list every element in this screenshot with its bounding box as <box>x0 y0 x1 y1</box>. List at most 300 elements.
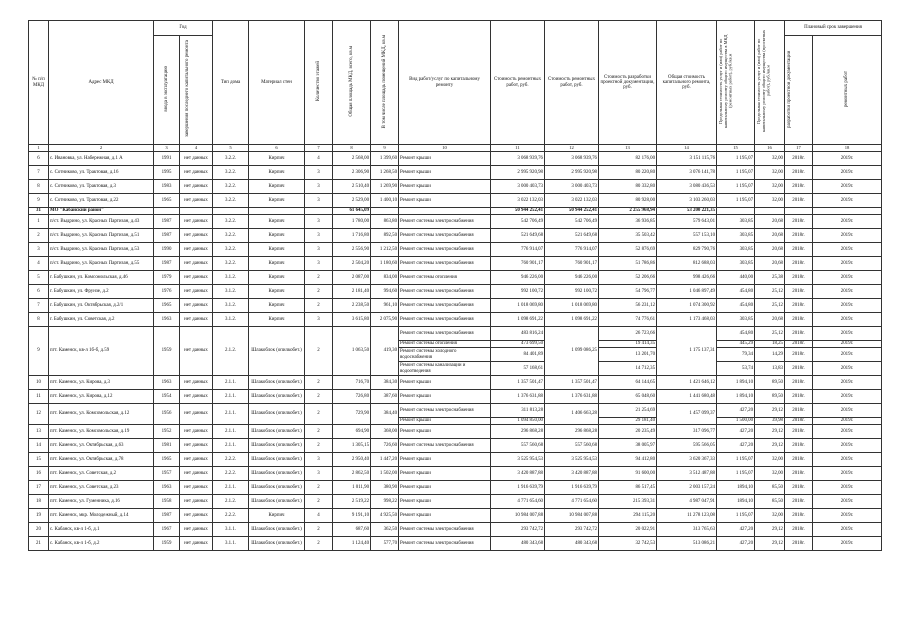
table-cell: 2 <box>305 439 333 453</box>
table-cell: 32,00 <box>755 166 785 180</box>
table-cell: 91 600,00 <box>599 467 657 481</box>
table-cell: 368,00 <box>371 425 399 439</box>
table-cell: 3.1.2. <box>213 313 249 327</box>
document-sheet <box>28 20 882 551</box>
table-cell <box>249 208 305 215</box>
table-cell <box>399 208 491 215</box>
table-cell: нет данных <box>180 523 213 537</box>
table-cell: 32,00 <box>755 467 785 481</box>
table-cell: 992 100,72 <box>491 285 545 299</box>
table-cell: 29,12 <box>755 537 785 551</box>
table-cell: 2018г. <box>785 180 813 194</box>
table-cell: 32,00 <box>755 180 785 194</box>
table-cell: 521 649,68 <box>545 229 599 243</box>
table-cell: Кирпич <box>249 215 305 229</box>
table-cell: 4 <box>305 152 333 166</box>
table-cell: 1 195,07 <box>717 509 755 523</box>
table-cell: Шлакоблок (опилкобет.) <box>249 453 305 467</box>
table-cell: 557 153,10 <box>657 229 717 243</box>
table-cell: Ремонт крыши <box>399 425 491 439</box>
table-cell: 9 191,10 <box>333 509 371 523</box>
table-cell: 3.2.2. <box>213 180 249 194</box>
table-cell: 542 706,49 <box>491 215 545 229</box>
table-cell: нет данных <box>180 495 213 509</box>
table-cell: нет данных <box>180 166 213 180</box>
table-cell: 454,80 <box>717 299 755 313</box>
table-cell: 1 011,90 <box>333 481 371 495</box>
table-cell: 726,60 <box>371 439 399 453</box>
table-cell: 3 <box>305 313 333 327</box>
header-repair-cost-2: Стоимость ремонтных работ, руб. <box>545 21 599 145</box>
table-cell: п/ст. Выдрино, ул. Красных Партизан, д.51 <box>49 229 154 243</box>
table-cell: 11 <box>491 145 545 152</box>
table-cell: 1 098 691,22 <box>545 313 599 327</box>
table-cell: 445,29 <box>717 341 755 348</box>
table-cell: 2019г. <box>813 523 882 537</box>
table-cell: 8 <box>29 180 49 194</box>
table-cell: 20 <box>29 523 49 537</box>
table-cell: 2019г. <box>813 425 882 439</box>
table-cell: 2019г. <box>813 404 882 418</box>
table-cell: 3 <box>305 166 333 180</box>
table-cell: 303,85 <box>717 257 755 271</box>
table-cell: нет данных <box>180 285 213 299</box>
table-cell: 1 716,80 <box>333 229 371 243</box>
table-cell: 36 936,85 <box>599 215 657 229</box>
table-cell: 3 512 487,88 <box>657 467 717 481</box>
table-cell: нет данных <box>180 453 213 467</box>
table-cell: 296 868,28 <box>545 425 599 439</box>
table-cell: 2019г. <box>813 215 882 229</box>
table-row <box>29 208 882 215</box>
table-cell: 7 <box>29 166 49 180</box>
table-cell: 1979 <box>154 271 180 285</box>
header-plan-design: разработки проектной документации <box>785 36 813 145</box>
table-cell: 4 <box>305 509 333 523</box>
table-cell: 2018г. <box>785 376 813 390</box>
table-cell: п/ст. Выдрино, ул. Красных Партизан, д.53 <box>49 243 154 257</box>
header-work-type: Вид работ/услуг по капитальному ремонту <box>399 21 491 145</box>
table-cell <box>717 208 755 215</box>
table-cell: 80 332,80 <box>599 180 657 194</box>
table-cell: 1 421 646,12 <box>657 376 717 390</box>
table-cell: Ремонт крыши <box>399 180 491 194</box>
table-cell: нет данных <box>180 215 213 229</box>
table-cell: 2 <box>305 376 333 390</box>
table-cell: 992 100,72 <box>545 285 599 299</box>
table-cell: 2018г. <box>785 425 813 439</box>
table-cell: 2018г. <box>785 509 813 523</box>
table-cell: 21 <box>29 537 49 551</box>
table-cell: 50 944 252,41 <box>545 208 599 215</box>
table-cell: 1967 <box>154 523 180 537</box>
table-cell: 1 502,00 <box>371 467 399 481</box>
table-cell: 1 305,15 <box>333 439 371 453</box>
table-cell: 18,25 <box>755 341 785 348</box>
table-cell: 65 048,60 <box>599 390 657 404</box>
table-row <box>29 537 882 551</box>
table-cell: 946 226,00 <box>545 271 599 285</box>
header-wall-material: Материал стен <box>249 21 305 145</box>
table-cell: Ремонт крыши <box>399 467 491 481</box>
table-cell: 1 457 099,37 <box>657 404 717 425</box>
table-cell: 2 950,40 <box>333 453 371 467</box>
table-cell: 3 <box>305 180 333 194</box>
table-cell: 13,83 <box>755 362 785 376</box>
table-cell: 313 765,63 <box>657 523 717 537</box>
table-row <box>29 453 882 467</box>
table-cell: Шлакоблок (опилкобет.) <box>249 425 305 439</box>
table-cell: 694,90 <box>333 425 371 439</box>
table-cell: пгт. Каменск, ул. Октябрьская, д.63 <box>49 439 154 453</box>
table-cell: Ремонт системы электроснабжения <box>399 327 491 341</box>
table-cell: 2018г. <box>785 404 813 418</box>
table-cell: 1959 <box>154 537 180 551</box>
table-cell: Ремонт системы электроснабжения <box>399 215 491 229</box>
table-cell: 1 376 631,88 <box>491 390 545 404</box>
table-cell: 961,10 <box>371 299 399 313</box>
table-cell: 2 995 920,98 <box>491 166 545 180</box>
table-cell: 1 916 639,79 <box>491 481 545 495</box>
table-cell: нет данных <box>180 467 213 481</box>
table-cell: 86 517,45 <box>599 481 657 495</box>
table-cell: нет данных <box>180 180 213 194</box>
table-cell: 64 144,65 <box>599 376 657 390</box>
table-cell: Ремонт системы электроснабжения <box>399 313 491 327</box>
table-cell: 85,50 <box>755 481 785 495</box>
table-cell: 2.1.1. <box>213 439 249 453</box>
table-row <box>29 229 882 243</box>
table-cell: Кирпич <box>249 229 305 243</box>
table-cell: 2 995 920,98 <box>545 166 599 180</box>
table-cell: нет данных <box>180 509 213 523</box>
table-row <box>29 257 882 271</box>
table-cell: г. Бабушкин, ул. Советская, д.2 <box>49 313 154 327</box>
table-cell: Ремонт крыши <box>399 495 491 509</box>
table-cell: 294 115,20 <box>599 509 657 523</box>
table-cell: 3.1.2. <box>213 271 249 285</box>
table-row <box>29 215 882 229</box>
table-cell: 14,29 <box>755 348 785 362</box>
table-cell: 1 046 897,49 <box>657 285 717 299</box>
table-cell: 12 <box>545 145 599 152</box>
table-cell: 10 984 007,88 <box>545 509 599 523</box>
table-cell: 3.2.2. <box>213 166 249 180</box>
table-cell: Шлакоблок (опилкобет.) <box>249 376 305 390</box>
table-cell: 1 <box>29 145 49 152</box>
table-cell: 39,98 <box>755 418 785 425</box>
table-cell: нет данных <box>180 243 213 257</box>
table-cell: 3.2.2. <box>213 243 249 257</box>
table-cell: 2 <box>305 481 333 495</box>
table-cell: Кирпич <box>249 243 305 257</box>
table-cell: 1 195,07 <box>717 166 755 180</box>
table-cell: 2018г. <box>785 243 813 257</box>
table-cell: 3 <box>305 229 333 243</box>
table-cell: 20,68 <box>755 257 785 271</box>
table-cell: 3 <box>305 215 333 229</box>
table-cell: 79,34 <box>717 348 755 362</box>
table-cell: 3 420 887,88 <box>545 467 599 481</box>
table-header <box>29 21 882 145</box>
table-cell: 20 235,49 <box>599 425 657 439</box>
table-cell: 38 005,97 <box>599 439 657 453</box>
table-cell: 2018г. <box>785 166 813 180</box>
table-cell: 2 <box>305 495 333 509</box>
table-cell: 296 868,28 <box>491 425 545 439</box>
table-cell: Шлакоблок (опилкобет.) <box>249 523 305 537</box>
table-cell: 25,12 <box>755 327 785 341</box>
table-cell: 14 712,35 <box>599 362 657 376</box>
table-cell: 1 441 680,48 <box>657 390 717 404</box>
table-cell: 14 <box>657 145 717 152</box>
table-cell: 776 914,07 <box>545 243 599 257</box>
table-cell: с. Кабанск, кв-л 1-б, д.2 <box>49 537 154 551</box>
header-repair-cost: Стоимость ремонтных работ, руб. <box>491 21 545 145</box>
table-cell: Ремонт системы канализации и водоотведения <box>399 362 491 376</box>
header-floors: Количество этажей <box>305 21 333 145</box>
table-cell: Шлакоблок (опилкобет.) <box>249 404 305 425</box>
table-cell: 2 510,40 <box>333 180 371 194</box>
table-cell: 726,80 <box>333 390 371 404</box>
table-cell: 1956 <box>154 404 180 425</box>
table-cell: с. Сотниково, ул. Трактовая, д.16 <box>49 166 154 180</box>
header-house-type: Тип дома <box>213 21 249 145</box>
table-cell: 1 894,10 <box>717 390 755 404</box>
table-cell: 2018г. <box>785 285 813 299</box>
table-cell: 3 <box>305 453 333 467</box>
table-cell: 716,70 <box>333 376 371 390</box>
table-cell: 2018г. <box>785 418 813 425</box>
table-cell: 1 099 086,25 <box>545 327 599 376</box>
table-cell: 1 <box>29 215 49 229</box>
table-cell: 2019г. <box>813 495 882 509</box>
table-cell: 2018г. <box>785 481 813 495</box>
table-cell: 1 124,40 <box>333 537 371 551</box>
table-cell: Шлакоблок (опилкобет.) <box>249 467 305 481</box>
table-row <box>29 243 882 257</box>
table-cell: нет данных <box>180 390 213 404</box>
table-row <box>29 481 882 495</box>
table-cell: 20,68 <box>755 215 785 229</box>
table-row <box>29 152 882 166</box>
table-cell: 2019г. <box>813 348 882 362</box>
table-cell: 3 022 132,03 <box>491 194 545 208</box>
header-year-last-repair: завершения последнего капитального ремонта <box>180 36 213 145</box>
table-cell: МО "Кабанский район" <box>49 208 154 215</box>
table-row <box>29 299 882 313</box>
table-cell: г. Бабушкин, ул. Комсомольская, д.46 <box>49 271 154 285</box>
table-cell: пгт. Каменск, ул. Октябрьская, д.78 <box>49 453 154 467</box>
table-cell: 26 723,66 <box>599 327 657 341</box>
table-cell: 13 <box>599 145 657 152</box>
table-cell: Шлакоблок (опилкобет.) <box>249 390 305 404</box>
table-cell: 53 200 221,35 <box>657 208 717 215</box>
table-cell: 1995 <box>154 166 180 180</box>
table-row <box>29 425 882 439</box>
table-cell: 2 003 157,24 <box>657 481 717 495</box>
table-cell: 892,50 <box>371 229 399 243</box>
table-cell: 215 393,31 <box>599 495 657 509</box>
table-cell: нет данных <box>180 327 213 376</box>
table-cell: Ремонт крыши <box>399 481 491 495</box>
table-cell: 427,20 <box>717 537 755 551</box>
table-row <box>29 439 882 453</box>
table-cell: 61 645,09 <box>333 208 371 215</box>
table-cell: 2019г. <box>813 152 882 166</box>
table-cell: 1894,10 <box>717 495 755 509</box>
table-cell: 80 220,80 <box>599 166 657 180</box>
header-num: № п/п МКД <box>29 21 49 145</box>
table-cell: 2 <box>305 327 333 376</box>
table-cell: 25,12 <box>755 299 785 313</box>
table-cell: 760 901,17 <box>545 257 599 271</box>
table-cell: 2 <box>305 299 333 313</box>
table-cell: 94 412,80 <box>599 453 657 467</box>
table-cell: 384,40 <box>371 404 399 425</box>
table-cell: 3.2.2. <box>213 152 249 166</box>
table-cell: Кирпич <box>249 152 305 166</box>
table-cell: 1 074 300,92 <box>657 299 717 313</box>
table-cell: 1990 <box>154 243 180 257</box>
table-cell: нет данных <box>180 257 213 271</box>
table-cell: пгт. Каменск, ул. Советская, д.2 <box>49 467 154 481</box>
table-cell: 5 <box>29 271 49 285</box>
table-cell: 1 406 663,28 <box>545 404 599 425</box>
table-cell: 557 560,68 <box>491 439 545 453</box>
table-cell: 380,90 <box>371 481 399 495</box>
table-cell: 3 076 141,78 <box>657 166 717 180</box>
table-cell: 3 022 132,03 <box>545 194 599 208</box>
table-cell: 1 195,07 <box>717 194 755 208</box>
table-cell: 2019г. <box>813 271 882 285</box>
table-cell: 2 <box>305 523 333 537</box>
table-cell: 1 268,50 <box>371 166 399 180</box>
table-cell: 3 525 954,53 <box>545 453 599 467</box>
table-cell: 303,85 <box>717 215 755 229</box>
header-premises-area: В том числе площадь помещений МКД, кв.м <box>371 21 399 145</box>
table-cell: Ремонт системы электроснабжения <box>399 257 491 271</box>
table-cell: 863,80 <box>371 215 399 229</box>
table-cell: 1 780,00 <box>333 215 371 229</box>
table-cell: 29 181,40 <box>599 418 657 425</box>
table-cell: 2018г. <box>785 152 813 166</box>
table-cell: 2 075,90 <box>371 313 399 327</box>
table-cell: 51 786,86 <box>599 257 657 271</box>
table-cell: Ремонт системы электроснабжения <box>399 537 491 551</box>
table-cell: 4 <box>180 145 213 152</box>
table-cell: 3.2.2. <box>213 215 249 229</box>
table-cell: 2019г. <box>813 313 882 327</box>
table-cell: 1987 <box>154 509 180 523</box>
table-row <box>29 180 882 194</box>
table-cell: 513 086,21 <box>657 537 717 551</box>
table-cell: Ремонт крыши <box>399 453 491 467</box>
table-cell: 3.1.2. <box>213 299 249 313</box>
table-cell: 74 776,61 <box>599 313 657 327</box>
table-cell: 7 <box>29 299 49 313</box>
table-row <box>29 166 882 180</box>
table-cell: 6 <box>29 285 49 299</box>
table-cell: 293 742,72 <box>545 523 599 537</box>
table-row <box>29 327 882 341</box>
table-cell: 3 000 403,73 <box>491 180 545 194</box>
header-plan-group: Плановый срок завершения <box>785 21 882 36</box>
table-cell: 12 <box>29 404 49 425</box>
table-cell: 1 173 468,03 <box>657 313 717 327</box>
table-cell: Кирпич <box>249 180 305 194</box>
table-cell: 32,00 <box>755 453 785 467</box>
table-cell: 1963 <box>154 376 180 390</box>
table-cell: 29,12 <box>755 404 785 418</box>
table-cell: 2018г. <box>785 299 813 313</box>
table-cell: 2019г. <box>813 194 882 208</box>
table-cell: 2019г. <box>813 439 882 453</box>
table-cell: 2018г. <box>785 327 813 341</box>
table-cell: 1 400,10 <box>371 194 399 208</box>
table-cell: 1 357 501,47 <box>545 376 599 390</box>
table-cell: 57 168,61 <box>491 362 545 376</box>
table-cell: 3 000 403,73 <box>545 180 599 194</box>
table-cell: пгт. Каменск, ул. Гуменника, д.16 <box>49 495 154 509</box>
table-cell: 32,00 <box>755 509 785 523</box>
table-body <box>29 145 882 551</box>
header-total-area: Общая площадь МКД, всего, кв.м <box>333 21 371 145</box>
table-cell: 2 504,20 <box>333 257 371 271</box>
table-cell: Кирпич <box>249 509 305 523</box>
table-cell: 2 <box>305 285 333 299</box>
table-cell: 3 151 115,76 <box>657 152 717 166</box>
table-cell: пгт. Каменск, ул. Советская, д.23 <box>49 481 154 495</box>
table-cell: 303,85 <box>717 229 755 243</box>
table-cell: г. Бабушкин, ул. Фрунзе, д.2 <box>49 285 154 299</box>
table-row <box>29 509 882 523</box>
table-cell: 7 <box>305 145 333 152</box>
table-cell: 2 568,00 <box>333 152 371 166</box>
table-cell: 3.1.1. <box>213 537 249 551</box>
table-cell: с. Кабанск, кв-л 1-б, д.1 <box>49 523 154 537</box>
table-cell: 2018г. <box>785 313 813 327</box>
table-cell: 17 <box>29 481 49 495</box>
table-cell: 89,50 <box>755 376 785 390</box>
table-cell: 994,60 <box>371 285 399 299</box>
table-cell: 1965 <box>154 453 180 467</box>
table-cell: 4 771 654,60 <box>491 495 545 509</box>
table-cell: Ремонт системы электроснабжения <box>399 299 491 313</box>
table-row <box>29 194 882 208</box>
table-cell: 4 987 047,91 <box>657 495 717 509</box>
table-cell: 2.1.1. <box>213 481 249 495</box>
table-cell: 2.2.2. <box>213 509 249 523</box>
header-address: Адрес МКД <box>49 21 154 145</box>
table-cell: 89,50 <box>755 390 785 404</box>
table-cell: 1981 <box>154 439 180 453</box>
table-cell: 3 <box>305 243 333 257</box>
table-cell: Ремонт системы электроснабжения <box>399 229 491 243</box>
table-cell: 3 080 436,53 <box>657 180 717 194</box>
table-cell: 3 <box>305 467 333 481</box>
table-cell: 1 447,20 <box>371 453 399 467</box>
table-cell: 1 399,60 <box>371 152 399 166</box>
table-cell: 2 <box>305 537 333 551</box>
table-cell: 2 087,00 <box>333 271 371 285</box>
table-row <box>29 523 882 537</box>
table-cell: 50 944 252,41 <box>491 208 545 215</box>
table-cell: пгт. Каменск, ул. Комсомольская, д.19 <box>49 425 154 439</box>
table-cell: 579 643,01 <box>657 215 717 229</box>
table-cell: 2018г. <box>785 229 813 243</box>
table-cell: Шлакоблок (опилкобет.) <box>249 327 305 376</box>
